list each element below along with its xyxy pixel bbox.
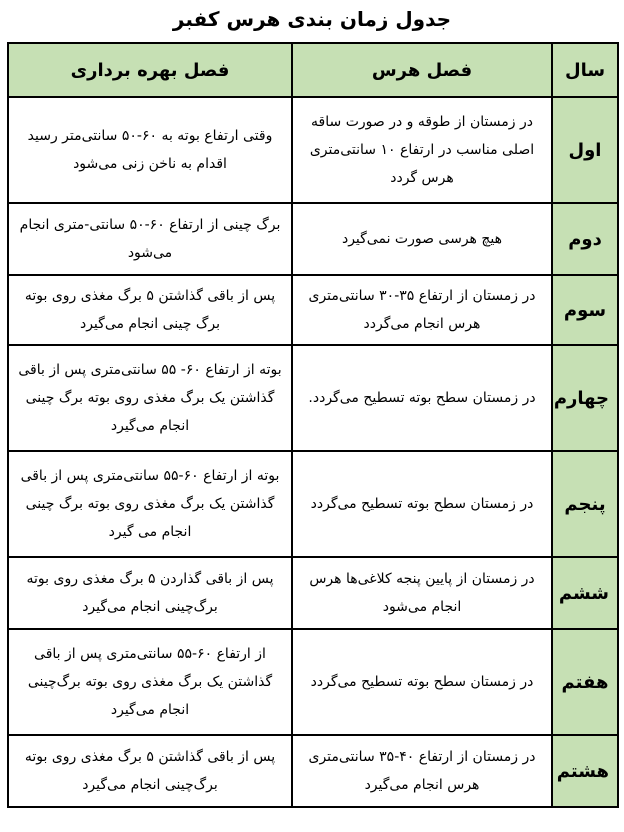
harvest-cell: پس از باقی گذاشتن ۵ برگ مغذی روی بوته برگ چینی انجام می‌گیرد (8, 275, 292, 345)
year-cell: دوم (552, 203, 618, 275)
harvest-cell: پس از باقی گذاردن ۵ برگ مغذی روی بوته برگ‌چینی انجام می‌گیرد (8, 557, 292, 629)
pruning-cell: در زمستان از ارتفاع ۴۰-۳۵ سانتی‌متری هرس انجام می‌گیرد (292, 735, 552, 807)
harvest-cell: از ارتفاع ۶۰-۵۵ سانتی‌متری پس از باقی گذاشتن یک برگ مغذی روی بوته برگ‌چینی انجام می‌گیرد (8, 629, 292, 735)
pruning-cell: در زمستان سطح بوته تسطیح می‌گردد. (292, 345, 552, 451)
year-cell: ششم (552, 557, 618, 629)
pruning-cell: در زمستان از طوقه و در صورت ساقه اصلی مناسب در ارتفاع ۱۰ سانتی‌متری هرس گردد (292, 97, 552, 203)
pruning-cell: در زمستان سطح بوته تسطیح می‌گردد (292, 629, 552, 735)
harvest-cell: برگ چینی از ارتفاع ۶۰-۵۰ سانتی-متری انجام می‌شود (8, 203, 292, 275)
year-cell: پنجم (552, 451, 618, 557)
year-cell: اول (552, 97, 618, 203)
pruning-cell: هیچ هرسی صورت نمی‌گیرد (292, 203, 552, 275)
pruning-cell: در زمستان از پایین پنجه کلاغی‌ها هرس انجام می‌شود (292, 557, 552, 629)
table-row (8, 735, 618, 807)
year-cell: هفتم (552, 629, 618, 735)
year-cell: هشتم (552, 735, 618, 807)
harvest-cell: بوته از ارتفاع ۶۰-۵۵ سانتی‌متری پس از باقی گذاشتن یک برگ مغذی روی بوته برگ چینی انجام می گیرد (8, 451, 292, 557)
harvest-cell: پس از باقی گذاشتن ۵ برگ مغذی روی بوته برگ‌چینی انجام می‌گیرد (8, 735, 292, 807)
year-cell: سوم (552, 275, 618, 345)
table-row (8, 451, 618, 557)
harvest-cell: بوته از ارتفاع ۶۰- ۵۵ سانتی‌متری پس از باقی گذاشتن یک برگ مغذی روی بوته برگ چینی انجام می‌گیرد (8, 345, 292, 451)
harvest-cell: وقتی ارتفاع بوته به ۶۰-۵۰ سانتی‌متر رسید اقدام به ناخن زنی می‌شود (8, 97, 292, 203)
year-cell: چهارم (552, 345, 618, 451)
header-pruning-season: فصل هرس (292, 43, 552, 97)
table-row (8, 275, 618, 345)
header-harvest-season: فصل بهره برداری (8, 43, 292, 97)
table-row (8, 97, 618, 203)
table-row (8, 629, 618, 735)
pruning-cell: در زمستان سطح بوته تسطیح می‌گردد (292, 451, 552, 557)
pruning-schedule-table (7, 42, 619, 808)
table-row (8, 203, 618, 275)
pruning-cell: در زمستان از ارتفاع ۳۵-۳۰ سانتی‌متری هرس انجام می‌گردد (292, 275, 552, 345)
page-title: جدول زمان بندی هرس کفبر (172, 7, 452, 31)
header-year: سال (552, 43, 618, 97)
table-header-row (8, 43, 618, 97)
table-row (8, 345, 618, 451)
table-row (8, 557, 618, 629)
